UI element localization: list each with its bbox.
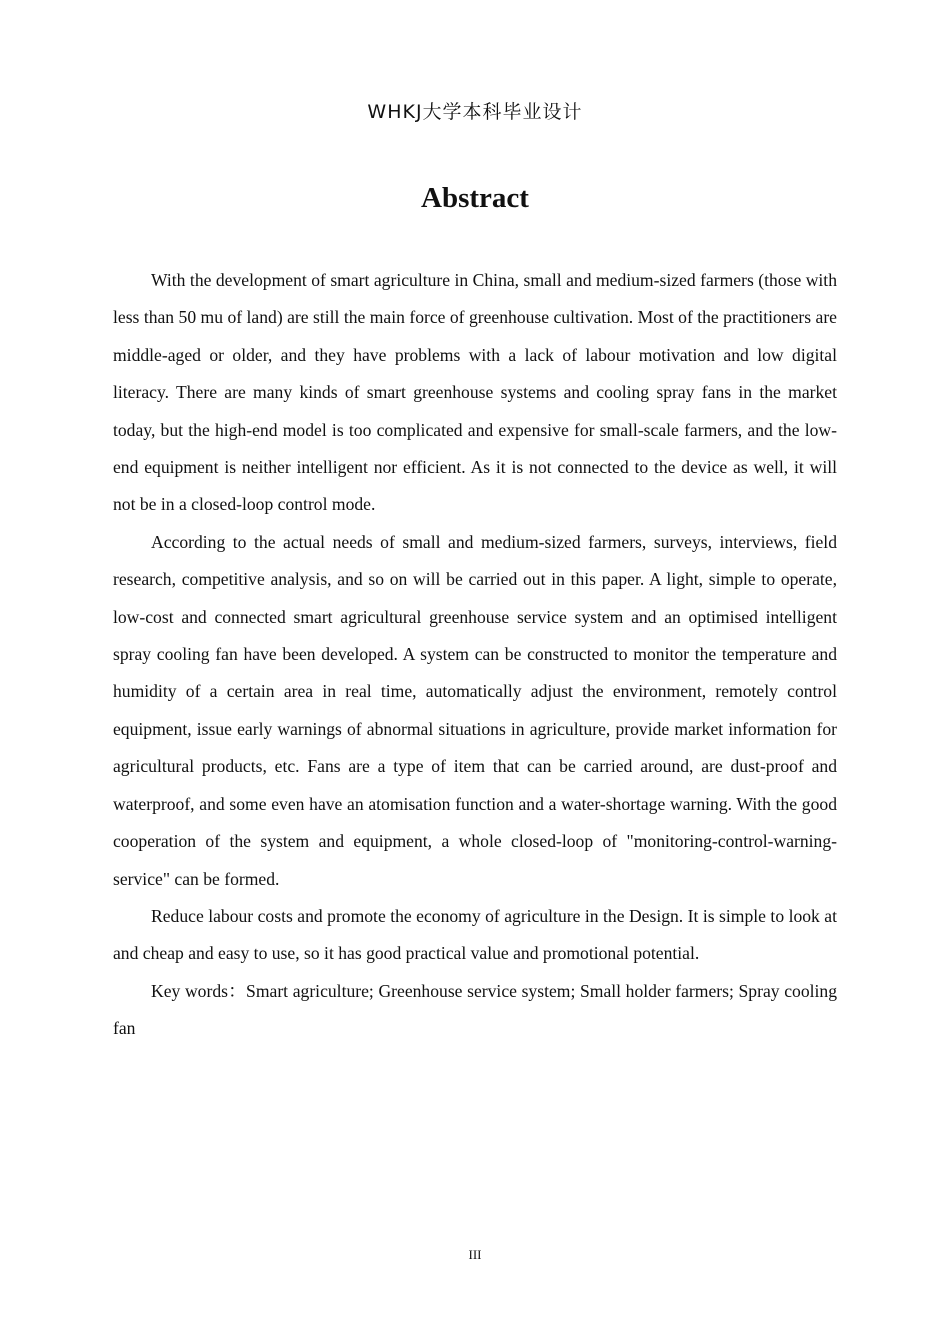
abstract-title: Abstract xyxy=(421,182,529,214)
abstract-paragraph-3: Reduce labour costs and promote the economy of agriculture in the Design. It is simple to look at and cheap and easy to use, so it has good practical value and promotional potential. xyxy=(113,905,837,964)
page-header: WHKJ大学本科毕业设计 xyxy=(367,101,583,123)
keywords-label: Key words： xyxy=(151,980,247,1001)
abstract-paragraph-2: According to the actual needs of small and medium-sized farmers, surveys, interviews, field research, competitive analysis, and so on will be carried out in this paper. A light, simple to operate, low-cost and connected smart agricultural greenhouse service system and an optimised intelligent spray cooling fan have been developed. A system can be constructed to monitor the temperature and humidity of a certain area in real time, automatically adjust the environment, remotely control equipment, issue early warnings of abnormal situations in agriculture, provide market information for agricultural products, etc. Fans are a type of item that can be carried around, are dust-proof and waterproof, and some even have an atomisation function and a water-shortage warning. With the good cooperation of the system and equipment, a whole closed-loop of "monitoring-control-warning-service" can be formed. xyxy=(113,531,837,889)
page-number: III xyxy=(468,1247,482,1262)
keywords-paragraph xyxy=(113,973,837,1048)
abstract-paragraph-1: With the development of smart agriculture in China, small and medium-sized farmers (those with less than 50 mu of land) are still the main force of greenhouse cultivation. Most of the practitioners are middle-aged or older, and they have problems with a lack of labour motivation and low digital literacy. There are many kinds of smart greenhouse systems and cooling spray fans in the market today, but the high-end model is too complicated and expensive for small-scale farmers, and the low-end equipment is neither intelligent nor efficient. As it is not connected to the device as well, it will not be in a closed-loop control mode. xyxy=(113,270,837,515)
abstract-body xyxy=(113,262,837,1048)
keywords-text: Smart agriculture; Greenhouse service system; Small holder farmers; Spray cooling fan xyxy=(113,980,837,1039)
